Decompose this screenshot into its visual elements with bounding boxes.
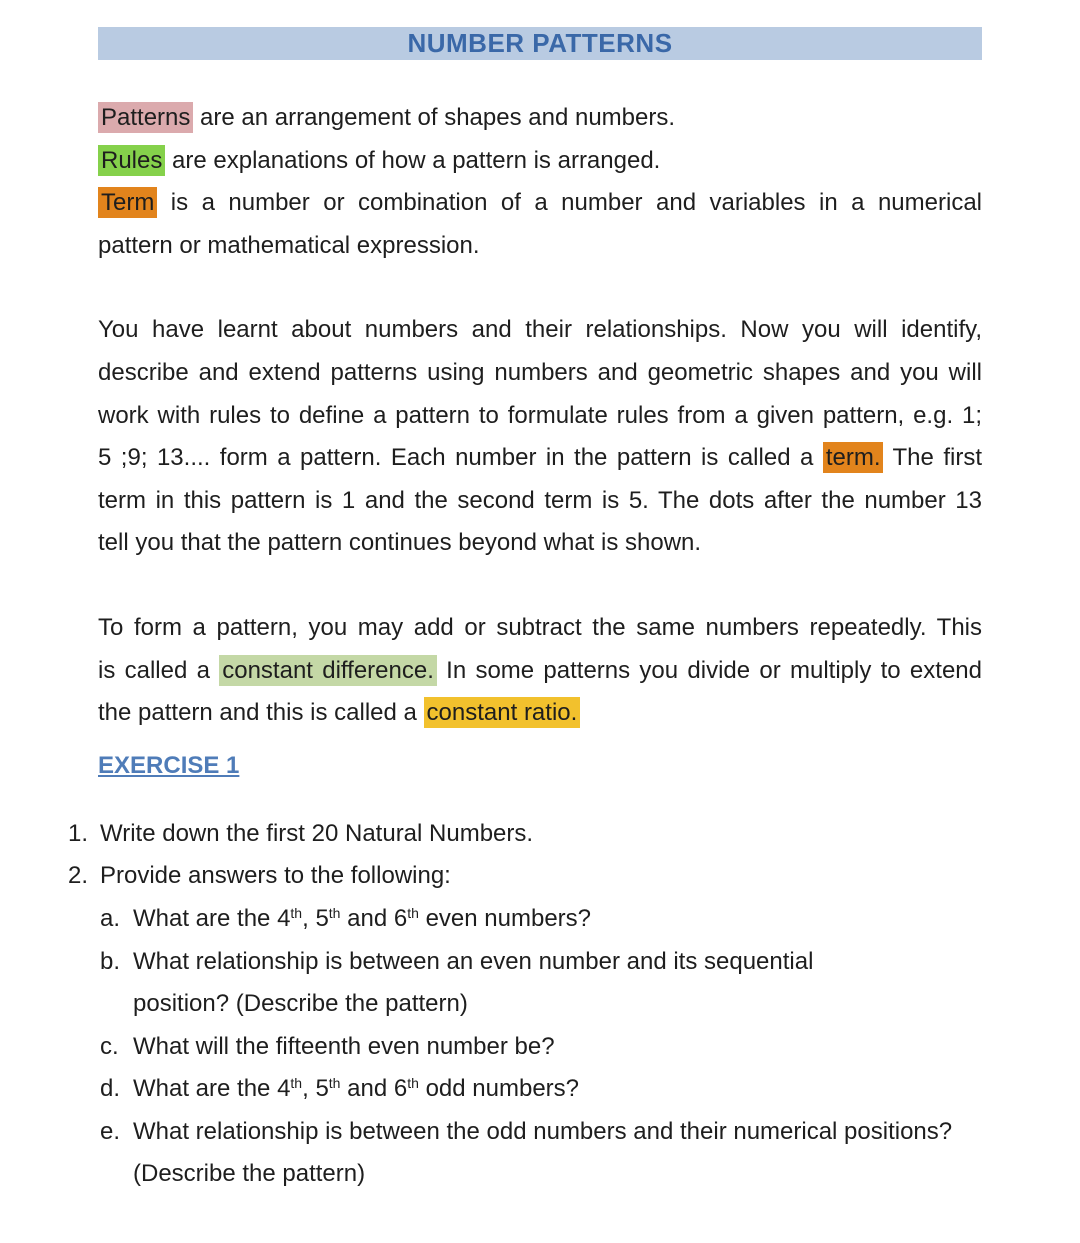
- text-line: [100, 813, 982, 856]
- superscript: th: [290, 1075, 303, 1092]
- text-run: is called a: [98, 656, 220, 684]
- text-run: even numbers?: [418, 904, 592, 932]
- text-run: What are the 4: [133, 1075, 291, 1103]
- text-run: Provide answers to the following:: [100, 862, 451, 890]
- list-marker: a.: [100, 904, 121, 932]
- text-run: What will the fifteenth even number be?: [133, 1032, 555, 1060]
- text-line: [98, 140, 982, 183]
- superscript: th: [407, 1075, 419, 1092]
- text-run: You have learnt about numbers and their relationships. Now you will identify,: [98, 316, 982, 344]
- text-line: [98, 692, 982, 735]
- list-item: [100, 1068, 982, 1111]
- exercise-list: [68, 813, 982, 1196]
- list-item: [100, 941, 982, 1026]
- superscript: th: [290, 904, 303, 921]
- text-line: [98, 182, 982, 225]
- text-run: pattern or mathematical expression.: [98, 231, 480, 259]
- list-marker: 1.: [68, 819, 89, 847]
- text-run: What relationship is between an even number and its sequential: [133, 947, 814, 975]
- text-run: the pattern and this is called a: [98, 699, 424, 727]
- text-run: and 6: [340, 904, 408, 932]
- document-content: [68, 27, 982, 1196]
- text-run: What are the 4: [133, 904, 291, 932]
- text-line: [133, 941, 982, 984]
- paragraph-constant: [98, 607, 982, 735]
- highlighted-term: Patterns: [98, 102, 193, 133]
- text-line: [98, 650, 982, 693]
- list-marker: e.: [100, 1117, 121, 1145]
- list-item-text: [133, 1111, 982, 1196]
- list-item: [68, 855, 982, 898]
- text-line: [133, 1026, 982, 1069]
- list-item-text: [100, 813, 982, 856]
- text-line: [98, 395, 982, 438]
- list-item-text: [100, 855, 982, 898]
- text-run: term in this pattern is 1 and the second term is 5. The dots after the number 13: [98, 486, 982, 514]
- superscript: th: [328, 904, 341, 921]
- list-marker: b.: [100, 947, 121, 975]
- text-run: 5 ;9; 13.... form a pattern. Each number in the pattern is called a: [98, 444, 823, 472]
- text-line: [133, 983, 982, 1026]
- text-run: work with rules to define a pattern to formulate rules from a given pattern, e.g. 1;: [98, 401, 982, 429]
- text-run: , 5: [302, 904, 329, 932]
- text-line: [98, 522, 982, 565]
- text-run: position? (Describe the pattern): [133, 990, 468, 1018]
- highlighted-term: constant difference.: [219, 655, 437, 686]
- page-title-bar: [98, 27, 982, 60]
- text-line: [98, 480, 982, 523]
- text-run: , 5: [302, 1075, 329, 1103]
- highlighted-term: constant ratio.: [424, 697, 581, 728]
- list-marker: d.: [100, 1075, 121, 1103]
- page-title: NUMBER PATTERNS: [407, 28, 673, 58]
- text-run: and 6: [340, 1075, 408, 1103]
- text-run: In some patterns you divide or multiply to extend: [436, 656, 982, 684]
- list-item: [68, 813, 982, 856]
- text-line: [98, 225, 982, 268]
- text-run: are explanations of how a pattern is arranged.: [165, 146, 661, 174]
- text-line: [100, 855, 982, 898]
- text-line: [98, 97, 982, 140]
- highlighted-term: Term: [98, 187, 157, 218]
- paragraph-definitions: [98, 97, 982, 267]
- list-item-text: [133, 1026, 982, 1069]
- list-item: [100, 1026, 982, 1069]
- text-run: is a number or combination of a number and variables in a numerical: [157, 189, 982, 217]
- text-run: (Describe the pattern): [133, 1160, 366, 1188]
- text-run: What relationship is between the odd numbers and their numerical positions?: [133, 1117, 953, 1145]
- list-item-text: [133, 941, 982, 1026]
- superscript: th: [407, 904, 419, 921]
- text-run: To form a pattern, you may add or subtract the same numbers repeatedly. This: [98, 613, 982, 641]
- text-line: [133, 1068, 982, 1111]
- exercise-heading: EXERCISE 1: [98, 751, 240, 779]
- list-item-text: [133, 898, 982, 941]
- paragraphs-container: [98, 97, 982, 735]
- list-item: [100, 898, 982, 941]
- text-line: [98, 352, 982, 395]
- text-run: are an arrangement of shapes and numbers.: [193, 104, 676, 131]
- text-run: tell you that the pattern continues beyond what is shown.: [98, 529, 702, 557]
- text-line: [133, 1111, 982, 1154]
- list-item-text: [133, 1068, 982, 1111]
- list-marker: c.: [100, 1032, 119, 1060]
- highlighted-term: term.: [823, 442, 884, 473]
- text-line: [98, 607, 982, 650]
- text-line: [98, 437, 982, 480]
- text-run: The first: [883, 444, 982, 472]
- paragraph-intro: [98, 309, 982, 565]
- text-run: Write down the first 20 Natural Numbers.: [100, 819, 534, 847]
- list-item: [100, 1111, 982, 1196]
- text-line: [133, 1153, 982, 1196]
- text-line: [98, 309, 982, 352]
- text-run: describe and extend patterns using numbers and geometric shapes and you will: [98, 358, 982, 386]
- text-run: odd numbers?: [418, 1075, 580, 1103]
- superscript: th: [328, 1075, 341, 1092]
- highlighted-term: Rules: [98, 145, 165, 176]
- list-marker: 2.: [68, 862, 89, 890]
- text-line: [133, 898, 982, 941]
